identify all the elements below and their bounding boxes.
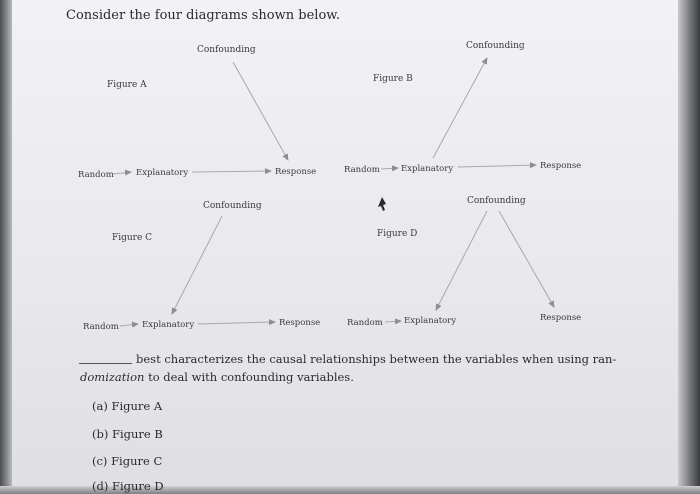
question-line-2-rest: to deal with confounding variables. xyxy=(144,370,354,384)
figure-a-title: Figure A xyxy=(107,80,147,90)
figure-b-confounding-label: Confounding xyxy=(466,41,525,51)
figure-b-arrow-explanatory-confounding xyxy=(433,58,487,158)
answer-blank[interactable] xyxy=(79,363,132,364)
figure-d-explanatory-node: Explanatory xyxy=(404,316,457,326)
figure-d-arrow-confounding-explanatory xyxy=(436,211,487,310)
figure-b-arrow-explanatory-response xyxy=(458,165,536,167)
figure-b-random-node: Random xyxy=(344,165,380,175)
figure-b-title: Figure B xyxy=(373,74,413,84)
figure-d-title: Figure D xyxy=(377,229,418,239)
figure-c-confounding-label: Confounding xyxy=(203,201,262,211)
option-d[interactable]: (d) Figure D xyxy=(92,479,164,493)
option-c[interactable]: (c) Figure C xyxy=(92,454,163,468)
figure-a-random-node: Random xyxy=(78,170,114,180)
figure-a-arrow-explanatory-response xyxy=(192,171,271,172)
option-b[interactable]: (b) Figure B xyxy=(92,427,163,441)
figure-c-random-node: Random xyxy=(83,322,119,332)
figure-c-title: Figure C xyxy=(112,233,153,243)
figure-c-arrow-confounding-explanatory xyxy=(172,216,222,314)
figure-d-response-node: Response xyxy=(540,313,582,323)
question-line-1: best characterizes the causal relationships between the variables when using ran- xyxy=(136,352,617,366)
figure-d-confounding-label: Confounding xyxy=(467,196,526,206)
figure-b-response-node: Response xyxy=(540,161,582,171)
question-italic-term: domization xyxy=(80,370,145,384)
question-line-2 xyxy=(80,370,354,384)
instruction-text: Consider the four diagrams shown below. xyxy=(66,8,340,23)
figure-a-response-node: Response xyxy=(275,167,317,177)
figure-c-response-node: Response xyxy=(279,318,321,328)
option-a[interactable]: (a) Figure A xyxy=(92,399,163,413)
figure-d-arrow-confounding-response xyxy=(499,211,554,307)
figure-a-explanatory-node: Explanatory xyxy=(136,168,189,178)
figure-b-explanatory-node: Explanatory xyxy=(401,164,454,174)
figure-c-explanatory-node: Explanatory xyxy=(142,320,195,330)
figure-d-arrow-random-explanatory xyxy=(385,321,401,322)
figure-a-arrow-confounding-response xyxy=(233,62,288,160)
figure-a-confounding-label: Confounding xyxy=(197,45,256,55)
mouse-cursor-icon xyxy=(378,197,386,211)
figure-c-arrow-explanatory-response xyxy=(198,322,275,324)
figure-c-arrow-random-explanatory xyxy=(120,324,138,326)
figure-b-arrow-random-explanatory xyxy=(381,168,398,169)
figure-d-random-node: Random xyxy=(347,318,383,328)
figure-a-arrow-random-explanatory xyxy=(113,172,131,174)
